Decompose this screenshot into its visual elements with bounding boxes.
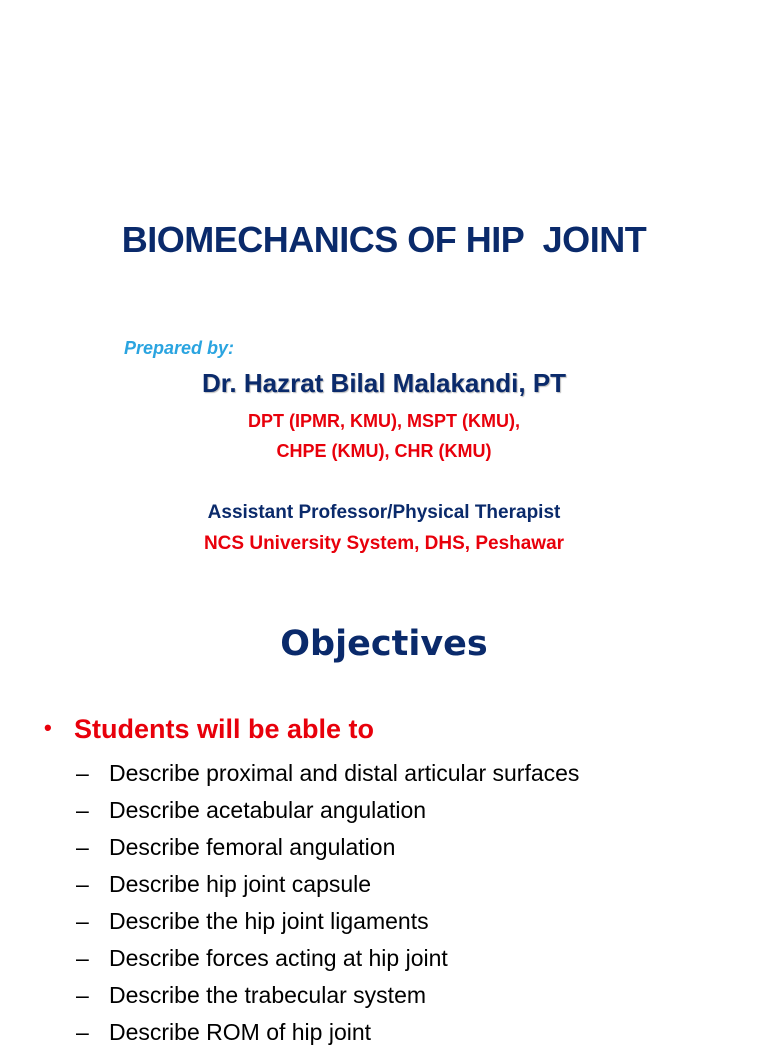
list-item (76, 905, 579, 942)
dash-icon: – (76, 982, 89, 1008)
author-position: Assistant Professor/Physical Therapist (207, 502, 561, 523)
list-item-text: Describe ROM of hip joint (109, 1019, 372, 1045)
list-item-text: Describe femoral angulation (109, 834, 396, 860)
dash-icon: – (76, 834, 89, 860)
author-name: Dr. Hazrat Bilal Malakandi, PT (201, 368, 567, 398)
bullet-icon: • (44, 715, 52, 740)
dash-icon: – (76, 908, 89, 934)
list-item-text: Describe the hip joint ligaments (109, 908, 429, 934)
objectives-list (76, 757, 579, 1053)
dash-icon: – (76, 797, 89, 823)
list-item (76, 831, 579, 868)
dash-icon: – (76, 760, 89, 786)
list-item (76, 1016, 579, 1053)
list-item-text: Describe acetabular angulation (109, 797, 427, 823)
dash-icon: – (76, 945, 89, 971)
list-item (76, 757, 579, 794)
list-item (76, 868, 579, 905)
dash-icon: – (76, 1019, 89, 1045)
prepared-by-label: Prepared by: (124, 338, 235, 358)
list-item-text: Describe forces acting at hip joint (109, 945, 448, 971)
objectives-heading: Objectives (280, 624, 488, 664)
list-item (76, 979, 579, 1016)
list-item-text: Describe hip joint capsule (109, 871, 372, 897)
dash-icon: – (76, 871, 89, 897)
list-item (76, 942, 579, 979)
list-item (76, 794, 579, 831)
list-item-text: Describe the trabecular system (109, 982, 427, 1008)
credentials-line-2: CHPE (KMU), CHR (KMU) (276, 441, 492, 461)
objectives-lead-bullet (44, 714, 374, 745)
list-item-text: Describe proximal and distal articular surfaces (109, 760, 580, 786)
objectives-lead-text: Students will be able to (74, 714, 375, 744)
author-institution: NCS University System, DHS, Peshawar (203, 533, 565, 554)
credentials-line-1: DPT (IPMR, KMU), MSPT (KMU), (248, 411, 520, 431)
slide-title: BIOMECHANICS OF HIP JOINT (121, 219, 647, 260)
